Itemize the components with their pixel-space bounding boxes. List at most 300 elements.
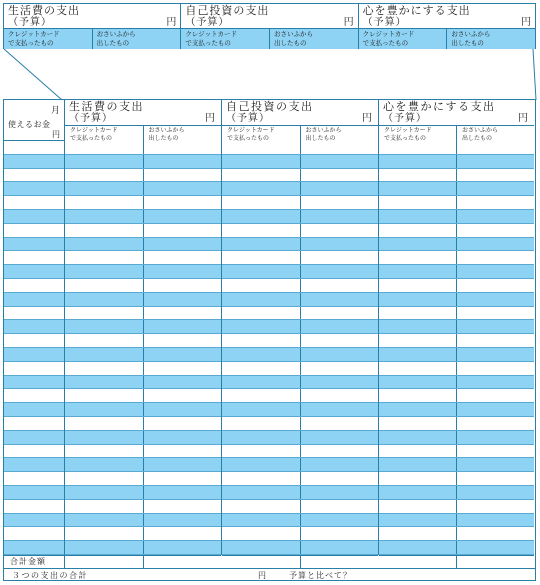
ledger-row <box>4 224 64 238</box>
entry-cell[interactable] <box>143 500 222 513</box>
entry-cell[interactable] <box>143 362 222 375</box>
entry-cell[interactable] <box>143 486 222 499</box>
entry-cell[interactable] <box>65 196 143 209</box>
ledger-row <box>379 527 534 541</box>
entry-cell[interactable] <box>65 417 143 430</box>
total-amount-label: 合計金額 <box>4 555 64 568</box>
entry-cell[interactable] <box>143 169 222 182</box>
entry-cell[interactable] <box>300 251 379 264</box>
entry-cell[interactable] <box>456 320 534 333</box>
entry-cell[interactable] <box>300 334 379 347</box>
entry-cell[interactable] <box>4 251 64 264</box>
ledger-row <box>4 486 64 500</box>
entry-cell[interactable] <box>4 500 64 513</box>
summary-title: 生活費の支出 <box>8 4 80 17</box>
ledger-row <box>65 238 221 252</box>
entry-cell[interactable] <box>143 320 222 333</box>
section-title: 心を豊かにする支出 <box>383 100 496 113</box>
section-total-row <box>222 555 378 568</box>
entry-cell[interactable] <box>4 376 64 389</box>
entry-cell[interactable] <box>65 541 143 554</box>
entry-cell[interactable] <box>143 251 222 264</box>
ledger-row <box>4 155 64 169</box>
entry-cell[interactable] <box>222 320 300 333</box>
entry-cell[interactable] <box>222 265 300 278</box>
entry-cell[interactable] <box>222 334 300 347</box>
entry-cell[interactable] <box>222 472 300 485</box>
entry-cell[interactable] <box>379 514 456 527</box>
entry-cell[interactable] <box>65 527 143 540</box>
entry-cell[interactable] <box>222 224 300 237</box>
credit-card-column-label: クレジットカード で支払ったもの <box>227 127 275 142</box>
entry-cell[interactable] <box>222 458 300 471</box>
entry-cell[interactable] <box>143 527 222 540</box>
entry-cell[interactable] <box>143 210 222 223</box>
entry-cell[interactable] <box>379 486 456 499</box>
entry-cell[interactable] <box>300 348 379 361</box>
ledger-row <box>222 224 378 238</box>
entry-cell[interactable] <box>222 182 300 195</box>
ledger-row <box>65 210 221 224</box>
wallet-column-label: おさいふから 出したもの <box>143 126 222 141</box>
available-money-yen: 円 <box>52 130 60 139</box>
entry-cell[interactable] <box>4 541 64 554</box>
section-header <box>65 100 221 125</box>
entry-cell[interactable] <box>65 348 143 361</box>
entry-cell[interactable] <box>379 348 456 361</box>
section-total-row <box>379 555 534 568</box>
entry-cell[interactable] <box>143 334 222 347</box>
ledger-row <box>4 403 64 417</box>
entry-cell[interactable] <box>4 169 64 182</box>
budget-summary-strip <box>3 3 536 49</box>
entry-cell[interactable] <box>456 376 534 389</box>
entry-cell[interactable] <box>4 293 64 306</box>
entry-cell[interactable] <box>379 279 456 292</box>
summary-budget-label: （予算） <box>8 17 52 28</box>
entry-cell[interactable] <box>65 141 143 154</box>
entry-cell[interactable] <box>379 251 456 264</box>
ledger-row <box>379 279 534 293</box>
entry-cell[interactable] <box>4 279 64 292</box>
entry-cell[interactable] <box>456 238 534 251</box>
entry-cell[interactable] <box>4 196 64 209</box>
entry-cell[interactable] <box>379 403 456 416</box>
entry-cell[interactable] <box>300 389 379 402</box>
ledger-row <box>222 376 378 390</box>
entry-cell[interactable] <box>222 445 300 458</box>
entry-cell[interactable] <box>143 514 222 527</box>
entry-cell[interactable] <box>222 251 300 264</box>
entry-cell[interactable] <box>379 527 456 540</box>
entry-cell[interactable] <box>222 417 300 430</box>
entry-cell[interactable] <box>65 514 143 527</box>
entry-cell[interactable] <box>4 334 64 347</box>
entry-cell[interactable] <box>222 279 300 292</box>
credit-card-column-label: クレジットカード で支払ったもの <box>384 127 432 142</box>
entry-cell[interactable] <box>379 500 456 513</box>
summary-credit-card-label: クレジットカード で支払ったもの <box>8 30 60 47</box>
entry-cell[interactable] <box>4 320 64 333</box>
entry-cell[interactable] <box>143 238 222 251</box>
ledger-row <box>65 307 221 321</box>
entry-cell[interactable] <box>4 182 64 195</box>
ledger-row <box>4 169 64 183</box>
entry-cell[interactable] <box>4 224 64 237</box>
entry-cell[interactable] <box>379 458 456 471</box>
ledger-row <box>222 238 378 252</box>
entry-cell[interactable] <box>456 169 534 182</box>
entry-cell[interactable] <box>143 141 222 154</box>
entry-cell[interactable] <box>143 445 222 458</box>
entry-cell[interactable] <box>222 196 300 209</box>
entry-cell[interactable] <box>300 472 379 485</box>
entry-cell[interactable] <box>222 527 300 540</box>
entry-cell[interactable] <box>379 389 456 402</box>
entry-cell[interactable] <box>143 279 222 292</box>
entry-cell[interactable] <box>300 431 379 444</box>
entry-cell[interactable] <box>65 293 143 306</box>
entry-cell[interactable] <box>222 541 300 554</box>
entry-cell[interactable] <box>65 500 143 513</box>
entry-cell[interactable] <box>379 431 456 444</box>
entry-cell[interactable] <box>4 514 64 527</box>
entry-cell[interactable] <box>300 527 379 540</box>
entry-cell[interactable] <box>300 362 379 375</box>
entry-cell[interactable] <box>300 238 379 251</box>
entry-cell[interactable] <box>300 445 379 458</box>
entry-cell[interactable] <box>300 224 379 237</box>
entry-cell[interactable] <box>379 238 456 251</box>
ledger-row <box>379 210 534 224</box>
ledger-row <box>379 445 534 459</box>
entry-cell[interactable] <box>65 362 143 375</box>
entry-cell[interactable] <box>143 224 222 237</box>
entry-cell[interactable] <box>143 389 222 402</box>
entry-cell[interactable] <box>4 472 64 485</box>
ledger-row <box>4 348 64 362</box>
entry-cell[interactable] <box>65 155 143 168</box>
entry-cell[interactable] <box>456 417 534 430</box>
entry-cell[interactable] <box>456 210 534 223</box>
entry-cell[interactable] <box>222 362 300 375</box>
entry-cell[interactable] <box>379 417 456 430</box>
summary-title: 自己投資の支出 <box>185 4 270 17</box>
entry-cell[interactable] <box>222 238 300 251</box>
entry-cell[interactable] <box>456 514 534 527</box>
summary-wallet-label: おさいふから 出したもの <box>92 29 181 49</box>
ledger-row <box>222 362 378 376</box>
entry-cell[interactable] <box>222 169 300 182</box>
entry-cell[interactable] <box>456 293 534 306</box>
entry-cell[interactable] <box>379 334 456 347</box>
ledger-row <box>222 334 378 348</box>
entry-cell[interactable] <box>4 458 64 471</box>
entry-cell[interactable] <box>379 376 456 389</box>
entry-cell[interactable] <box>222 486 300 499</box>
ledger-row <box>65 348 221 362</box>
ledger-row <box>4 265 64 279</box>
entry-cell[interactable] <box>4 417 64 430</box>
ledger-row <box>379 265 534 279</box>
entry-cell[interactable] <box>300 514 379 527</box>
ledger-row <box>379 514 534 528</box>
entry-cell[interactable] <box>456 458 534 471</box>
entry-cell[interactable] <box>300 141 379 154</box>
entry-cell[interactable] <box>65 431 143 444</box>
entry-cell[interactable] <box>456 500 534 513</box>
entry-cell[interactable] <box>222 155 300 168</box>
ledger-row <box>379 182 534 196</box>
entry-cell[interactable] <box>222 514 300 527</box>
entry-cell[interactable] <box>4 486 64 499</box>
entry-cell[interactable] <box>456 541 534 554</box>
entry-cell[interactable] <box>65 403 143 416</box>
entry-rows <box>65 141 221 555</box>
entry-cell[interactable] <box>222 431 300 444</box>
ledger-row <box>222 417 378 431</box>
section-subheader <box>65 125 221 141</box>
entry-cell[interactable] <box>300 486 379 499</box>
entry-cell[interactable] <box>143 155 222 168</box>
entry-cell[interactable] <box>300 182 379 195</box>
ledger-row <box>4 445 64 459</box>
entry-cell[interactable] <box>379 210 456 223</box>
ledger-row <box>4 251 64 265</box>
entry-cell[interactable] <box>379 196 456 209</box>
ledger-row <box>4 293 64 307</box>
ledger-row <box>65 500 221 514</box>
entry-cell[interactable] <box>143 431 222 444</box>
entry-cell[interactable] <box>65 458 143 471</box>
total-cell[interactable] <box>456 556 534 568</box>
ledger-row <box>65 472 221 486</box>
entry-cell[interactable] <box>222 403 300 416</box>
entry-cell[interactable] <box>65 279 143 292</box>
ledger-row <box>379 376 534 390</box>
entry-cell[interactable] <box>4 265 64 278</box>
entry-cell[interactable] <box>65 320 143 333</box>
entry-cell[interactable] <box>222 376 300 389</box>
entry-cell[interactable] <box>222 389 300 402</box>
entry-cell[interactable] <box>65 251 143 264</box>
entry-cell[interactable] <box>222 293 300 306</box>
ledger-row <box>65 293 221 307</box>
entry-cell[interactable] <box>300 155 379 168</box>
entry-cell[interactable] <box>456 307 534 320</box>
date-rows <box>4 141 64 555</box>
entry-cell[interactable] <box>4 141 64 154</box>
date-column-header <box>4 100 64 141</box>
total-cell[interactable] <box>143 556 222 568</box>
entry-cell[interactable] <box>65 307 143 320</box>
total-cell[interactable] <box>65 556 143 568</box>
wallet-column-label: おさいふから 出したもの <box>456 126 534 141</box>
total-cell[interactable] <box>379 556 456 568</box>
ledger-row <box>379 541 534 555</box>
entry-cell[interactable] <box>222 307 300 320</box>
entry-cell[interactable] <box>65 224 143 237</box>
entry-cell[interactable] <box>456 431 534 444</box>
entry-cell[interactable] <box>143 307 222 320</box>
total-cell[interactable] <box>300 556 379 568</box>
ledger-row <box>379 458 534 472</box>
entry-cell[interactable] <box>379 265 456 278</box>
entry-cell[interactable] <box>379 362 456 375</box>
entry-cell[interactable] <box>379 141 456 154</box>
entry-cell[interactable] <box>456 265 534 278</box>
ledger-row <box>65 224 221 238</box>
ledger-row <box>4 307 64 321</box>
ledger-row <box>4 500 64 514</box>
entry-cell[interactable] <box>65 182 143 195</box>
entry-cell[interactable] <box>4 238 64 251</box>
entry-cell[interactable] <box>379 472 456 485</box>
ledger-row <box>222 293 378 307</box>
entry-cell[interactable] <box>379 182 456 195</box>
entry-cell[interactable] <box>65 238 143 251</box>
entry-cell[interactable] <box>4 155 64 168</box>
entry-cell[interactable] <box>143 376 222 389</box>
ledger-row <box>4 141 64 155</box>
entry-rows <box>222 141 378 555</box>
entry-cell[interactable] <box>143 196 222 209</box>
ledger-row <box>222 348 378 362</box>
ledger-row <box>4 196 64 210</box>
summary-credit-card-label: クレジットカード で支払ったもの <box>185 30 237 47</box>
entry-cell[interactable] <box>65 169 143 182</box>
entry-cell[interactable] <box>143 472 222 485</box>
entry-cell[interactable] <box>143 403 222 416</box>
entry-cell[interactable] <box>65 445 143 458</box>
entry-cell[interactable] <box>379 307 456 320</box>
entry-cell[interactable] <box>143 293 222 306</box>
ledger-row <box>65 376 221 390</box>
ledger-row <box>222 210 378 224</box>
total-cell[interactable] <box>222 556 300 568</box>
entry-cell[interactable] <box>222 141 300 154</box>
entry-cell[interactable] <box>222 348 300 361</box>
entry-cell[interactable] <box>379 155 456 168</box>
entry-cell[interactable] <box>456 348 534 361</box>
ledger-row <box>379 348 534 362</box>
entry-cell[interactable] <box>300 265 379 278</box>
ledger-row <box>4 472 64 486</box>
entry-cell[interactable] <box>4 210 64 223</box>
entry-cell[interactable] <box>456 445 534 458</box>
entry-cell[interactable] <box>456 224 534 237</box>
ledger-row <box>65 279 221 293</box>
entry-cell[interactable] <box>143 458 222 471</box>
section-budget-label: （予算） <box>226 113 270 124</box>
entry-cell[interactable] <box>4 389 64 402</box>
entry-cell[interactable] <box>4 527 64 540</box>
entry-cell[interactable] <box>4 307 64 320</box>
section-yen-label: 円 <box>518 113 528 124</box>
entry-cell[interactable] <box>65 334 143 347</box>
entry-cell[interactable] <box>456 196 534 209</box>
entry-cell[interactable] <box>456 389 534 402</box>
ledger-row <box>379 320 534 334</box>
ledger-row <box>379 196 534 210</box>
entry-cell[interactable] <box>222 210 300 223</box>
entry-cell[interactable] <box>143 348 222 361</box>
entry-cell[interactable] <box>456 334 534 347</box>
entry-cell[interactable] <box>300 293 379 306</box>
entry-cell[interactable] <box>65 472 143 485</box>
entry-cell[interactable] <box>379 320 456 333</box>
month-label: 月 <box>50 106 60 116</box>
entry-cell[interactable] <box>379 224 456 237</box>
summary-wallet-label: おさいふから 出したもの <box>446 29 535 49</box>
ledger-row <box>222 251 378 265</box>
entry-cell[interactable] <box>65 389 143 402</box>
date-column <box>4 100 65 579</box>
entry-cell[interactable] <box>300 169 379 182</box>
entry-cell[interactable] <box>65 376 143 389</box>
entry-cell[interactable] <box>222 500 300 513</box>
entry-cell[interactable] <box>300 279 379 292</box>
entry-cell[interactable] <box>456 182 534 195</box>
entry-cell[interactable] <box>379 293 456 306</box>
entry-cell[interactable] <box>456 362 534 375</box>
entry-cell[interactable] <box>4 362 64 375</box>
entry-cell[interactable] <box>300 307 379 320</box>
entry-cell[interactable] <box>300 376 379 389</box>
section-subheader <box>222 125 378 141</box>
entry-cell[interactable] <box>379 541 456 554</box>
ledger-row <box>222 389 378 403</box>
ledger-row <box>222 169 378 183</box>
entry-cell[interactable] <box>456 527 534 540</box>
entry-cell[interactable] <box>300 210 379 223</box>
entry-cell[interactable] <box>65 486 143 499</box>
entry-cell[interactable] <box>4 403 64 416</box>
entry-cell[interactable] <box>4 431 64 444</box>
entry-cell[interactable] <box>456 403 534 416</box>
entry-cell[interactable] <box>65 265 143 278</box>
ledger-row <box>65 403 221 417</box>
entry-cell[interactable] <box>300 320 379 333</box>
summary-budget-label: （予算） <box>185 17 230 28</box>
entry-cell[interactable] <box>4 348 64 361</box>
entry-cell[interactable] <box>456 279 534 292</box>
entry-cell[interactable] <box>456 472 534 485</box>
entry-cell[interactable] <box>300 541 379 554</box>
entry-cell[interactable] <box>300 500 379 513</box>
entry-cell[interactable] <box>65 210 143 223</box>
entry-cell[interactable] <box>379 445 456 458</box>
entry-cell[interactable] <box>300 458 379 471</box>
entry-cell[interactable] <box>143 182 222 195</box>
entry-cell[interactable] <box>456 486 534 499</box>
entry-cell[interactable] <box>143 265 222 278</box>
entry-cell[interactable] <box>456 251 534 264</box>
entry-cell[interactable] <box>143 417 222 430</box>
entry-cell[interactable] <box>300 417 379 430</box>
summary-credit-card-label: クレジットカード で支払ったもの <box>362 30 415 47</box>
ledger-row <box>379 362 534 376</box>
entry-cell[interactable] <box>379 169 456 182</box>
entry-cell[interactable] <box>456 155 534 168</box>
entry-cell[interactable] <box>300 196 379 209</box>
entry-cell[interactable] <box>456 141 534 154</box>
entry-cell[interactable] <box>4 445 64 458</box>
entry-cell[interactable] <box>143 541 222 554</box>
entry-cell[interactable] <box>300 403 379 416</box>
expense-table <box>3 99 536 581</box>
ledger-row <box>222 155 378 169</box>
